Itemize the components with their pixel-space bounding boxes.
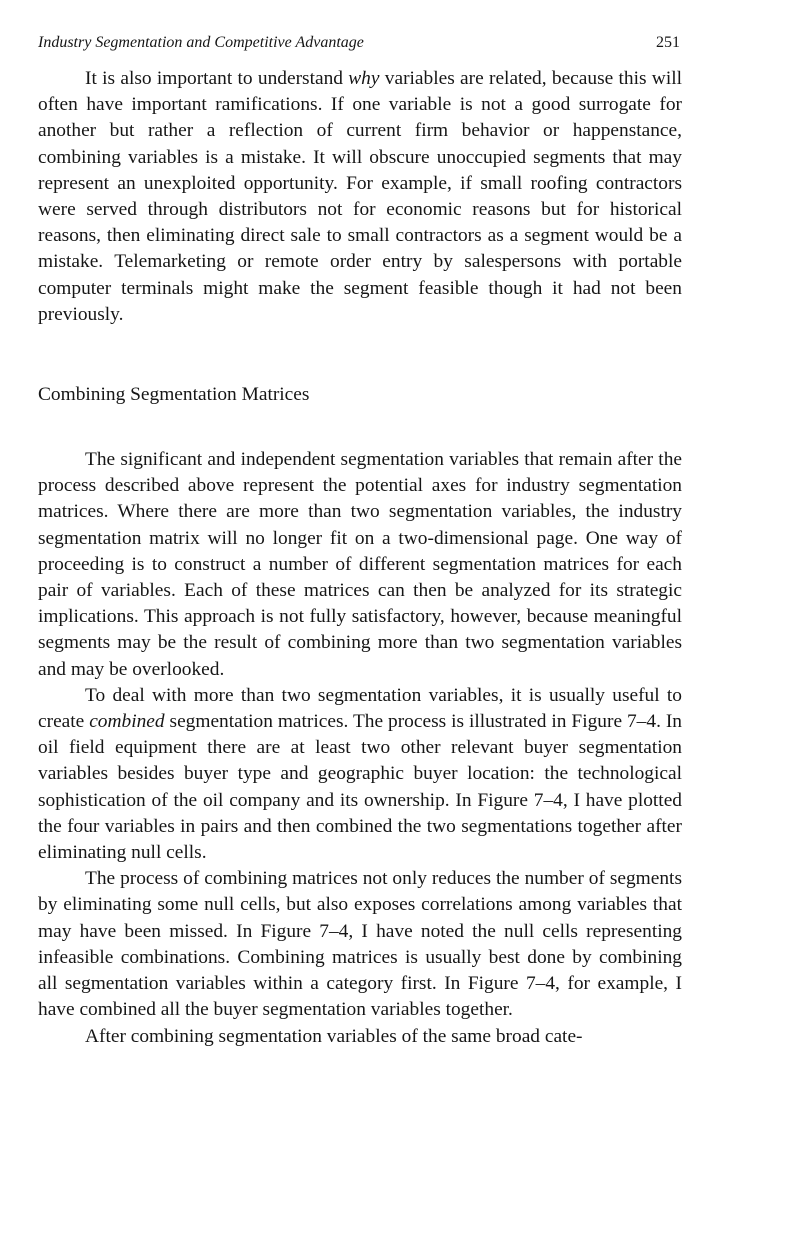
running-header <box>38 34 682 56</box>
paragraph-same-category: After combining segmentation variables of the same broad cate- <box>85 1025 583 1047</box>
body-text <box>38 66 682 1050</box>
paragraph-text: variables are related, because this will often have important ramifications. If one variable is not a good surrogate for another but rather a reflection of current firm behavior or happenstance, combining variables is a mistake. It will obscure unoccupied segments that may represent an unexploited opportunity. For example, if small roofing contractors were served through distributors not for economic reasons but for historical reasons, then eliminating direct sale to small contractors as a segment would be a mistake. Telemarketing or remote order entry by salespersons with portable computer terminals might make the segment feasible though it had not been previously. <box>38 68 682 325</box>
paragraph-potential-axes: The significant and independent segmentation variables that remain after the process described above represent the potential axes for industry segmentation matrices. Where there are more than two segmentation variables, the industry segmentation matrix will no longer fit on a two-dimensional page. One way of proceeding is to construct a number of different segmentation matrices for each pair of variables. Each of these matrices can then be analyzed for its strategic implications. This approach is not fully satisfactory, however, because meaningful segments may be the result of combining more than two segmentation variables and may be overlooked. <box>38 449 682 680</box>
running-title: Industry Segmentation and Competitive Advantage <box>38 34 364 51</box>
page-number: 251 <box>656 34 680 51</box>
paragraph-text: To deal with more than two segmentation variables, it is usually useful to create <box>38 684 682 733</box>
paragraph-null-cells: The process of combining matrices not only reduces the number of segments by eliminating some null cells, but also exposes correlations among variables that may have been missed. In Figure 7–4, I have noted the null cells representing infeasible combinations. Combining matrices is usually best done by combining all segmentation variables within a category first. In Figure 7–4, for example, I have combined all the buyer segmentation variables together. <box>38 868 682 1021</box>
paragraph-text: It is also important to understand <box>85 68 349 89</box>
paragraph-combined-matrices <box>38 683 682 866</box>
section-heading: Combining Segmentation Matrices <box>38 384 310 406</box>
emphasis-why: why <box>348 68 380 89</box>
paragraph-text: segmentation matrices. The process is illustrated in Figure 7–4. In oil field equipment there are at least two other relevant buyer segmentation variables besides buyer type and geographic buyer location: the technological sophistication of the oil company and its ownership. In Figure 7–4, I have plotted the four variables in pairs and then combined the two segmentations together after eliminating null cells. <box>38 711 682 864</box>
paragraph-why-variables-related <box>38 66 682 328</box>
emphasis-combined: combined <box>89 711 165 733</box>
